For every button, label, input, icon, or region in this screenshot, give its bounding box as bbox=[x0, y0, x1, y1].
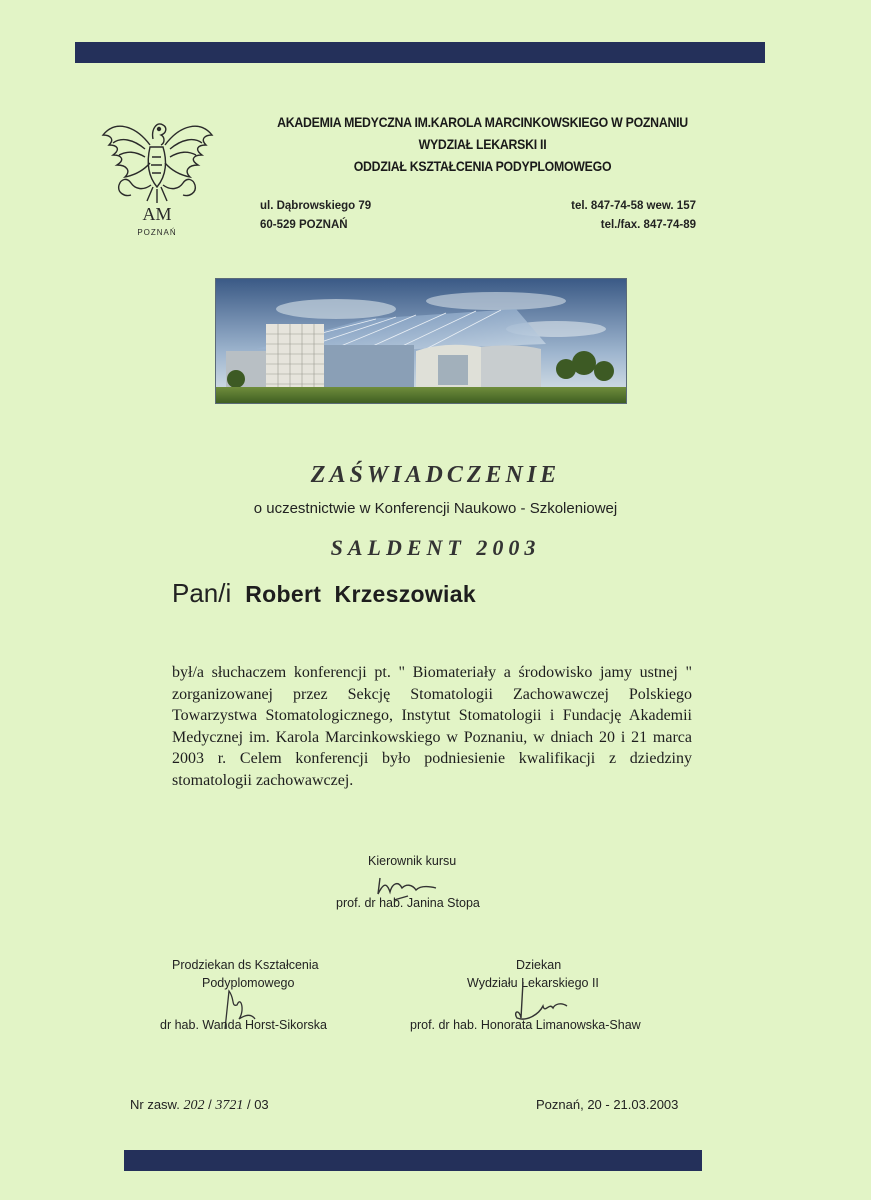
address-street: ul. Dąbrowskiego 79 bbox=[260, 200, 372, 212]
logo-letters: AM bbox=[142, 204, 172, 224]
header-department-name: ODDZIAŁ KSZTAŁCENIA PODYPLOMOWEGO bbox=[353, 158, 612, 174]
header-faculty-name: WYDZIAŁ LEKARSKI II bbox=[418, 136, 547, 152]
number-label: Nr zasw. bbox=[130, 1097, 180, 1112]
dean-name: prof. dr hab. Honorata Limanowska-Shaw bbox=[410, 1018, 641, 1032]
number-handwritten-1: 202 bbox=[183, 1098, 205, 1113]
phone-number: tel. 847-74-58 wew. 157 bbox=[571, 200, 696, 212]
prodean-title-line2: Podyplomowego bbox=[202, 976, 295, 990]
recipient-name: Robert Krzeszowiak bbox=[245, 581, 476, 607]
building-illustration bbox=[215, 278, 627, 404]
number-handwritten-2: 3721 bbox=[215, 1098, 244, 1113]
dean-title-line1: Dziekan bbox=[516, 958, 562, 972]
address-city: 60-529 POZNAŃ bbox=[260, 219, 348, 231]
header-institution-name: AKADEMIA MEDYCZNA IM.KAROLA MARCINKOWSKIEGO W POZNANIU bbox=[277, 114, 688, 130]
certificate-subtitle: o uczestnictwie w Konferencji Naukowo - Szkoleniowej bbox=[253, 500, 618, 517]
prodean-name: dr hab. Wanda Horst-Sikorska bbox=[160, 1018, 327, 1032]
fax-number: tel./fax. 847-74-89 bbox=[600, 219, 696, 231]
number-suffix: / 03 bbox=[246, 1097, 269, 1112]
logo-city: POZNAŃ bbox=[137, 228, 177, 237]
prodean-title-line1: Prodziekan ds Kształcenia bbox=[172, 958, 319, 972]
dean-title-line2: Wydziału Lekarskiego II bbox=[467, 976, 599, 990]
top-decorative-bar bbox=[75, 42, 765, 63]
certificate-body-text: był/a słuchaczem konferencji pt. " Biomateriały a środowisko jamy ustnej " zorganizowanej przez Sekcję Stomatologii Zachowawczej Polskiego Towarzystwa Stomatologicznego, Instytut Stomatologii i Fundację Akademii Medycznej im. Karola Marcinkowskiego w Poznaniu, w dniach 20 i 21 marca 2003 r. Celem konferencji było podniesienie kwalifikacji z dziedziny stomatologii zachowawczej. bbox=[172, 664, 692, 789]
salutation: Pan/i bbox=[172, 578, 232, 608]
recipient-line bbox=[172, 578, 476, 609]
certificate-number: Nr zasw. 202 / 3721 / 03 bbox=[130, 1097, 269, 1113]
course-head-label: Kierownik kursu bbox=[368, 854, 457, 868]
bottom-decorative-bar bbox=[124, 1150, 702, 1171]
event-name: SALDENT 2003 bbox=[330, 535, 541, 560]
academy-eagle-logo bbox=[95, 105, 220, 240]
place-and-date: Poznań, 20 - 21.03.2003 bbox=[536, 1097, 679, 1112]
course-head-name: prof. dr hab. Janina Stopa bbox=[336, 896, 480, 910]
certificate-title: ZAŚWIADCZENIE bbox=[310, 462, 561, 488]
